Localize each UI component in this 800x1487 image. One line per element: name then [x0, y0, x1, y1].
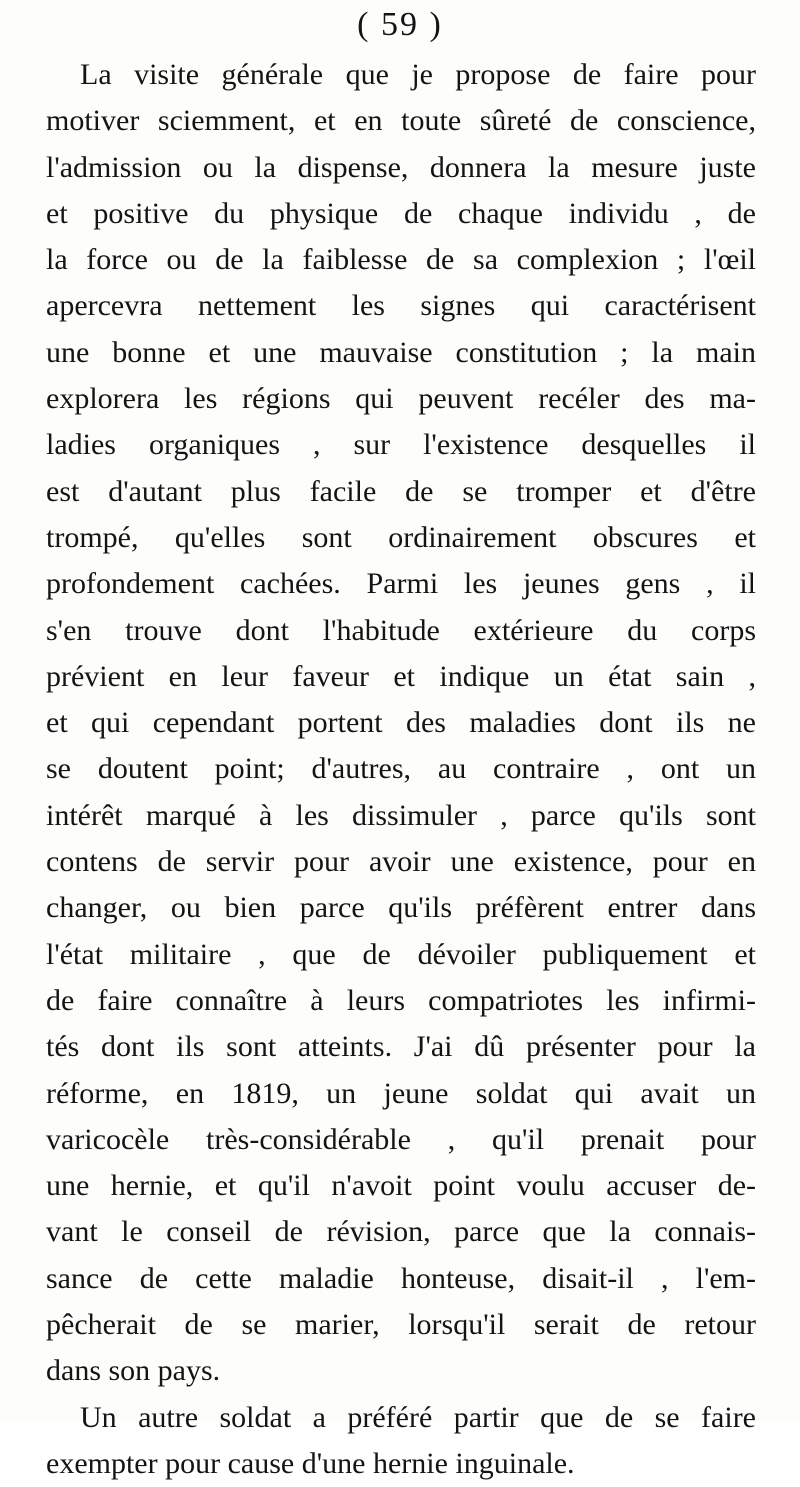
text-line: pêcherait de se marier, lorsqu'il serait de retour: [46, 1308, 756, 1342]
text-line: Un autre soldat a préféré partir que de se faire: [80, 1400, 756, 1434]
text-line: intérêt marqué à les dissimuler , parce qu'ils sont: [46, 798, 756, 832]
text-line: vant le conseil de révision, parce que la connais-: [46, 1215, 756, 1249]
text-line: explorera les régions qui peuvent recéler des ma-: [46, 382, 756, 416]
text-line: prévient en leur faveur et indique un état sain ,: [46, 659, 756, 693]
text-line: changer, ou bien parce qu'ils préfèrent entrer dans: [46, 891, 756, 925]
page-number: ( 59 ): [357, 6, 443, 43]
text-line: une bonne et une mauvaise constitution ; la main: [46, 335, 756, 369]
text-line: se doutent point; d'autres, au contraire , ont un: [46, 752, 756, 786]
text-line: une hernie, et qu'il n'avoit point voulu accuser de-: [46, 1169, 756, 1203]
text-line: contens de servir pour avoir une existence, pour en: [46, 845, 756, 879]
text-line: trompé, qu'elles sont ordinairement obscures et: [46, 520, 756, 554]
text-line: apercevra nettement les signes qui caractérisent: [46, 289, 756, 323]
text-line: l'état militaire , que de dévoiler publiquement et: [46, 937, 756, 971]
text-line: profondement cachées. Parmi les jeunes gens , il: [46, 567, 756, 601]
text-line: exempter pour cause d'une hernie inguinale.: [46, 1446, 575, 1480]
text-line: et qui cependant portent des maladies dont ils ne: [46, 706, 756, 740]
text-line: ladies organiques , sur l'existence desquelles il: [46, 428, 756, 462]
text-line: s'en trouve dont l'habitude extérieure du corps: [46, 613, 756, 647]
text-line: l'admission ou la dispense, donnera la mesure juste: [46, 150, 756, 184]
body-text: [46, 52, 756, 1487]
text-line: La visite générale que je propose de faire pour: [80, 58, 756, 91]
text-line: est d'autant plus facile de se tromper et d'être: [46, 474, 756, 508]
text-line: la force ou de la faiblesse de sa complexion ; l'œil: [46, 243, 756, 277]
text-line: dans son pays.: [46, 1354, 221, 1388]
text-line: réforme, en 1819, un jeune soldat qui avait un: [46, 1076, 756, 1110]
text-line: et positive du physique de chaque individu , de: [46, 196, 756, 230]
text-line: varicocèle très-considérable , qu'il prenait pour: [46, 1122, 756, 1156]
text-line: sance de cette maladie honteuse, disait-il , l'em-: [46, 1261, 756, 1295]
text-line: tés dont ils sont atteints. J'ai dû présenter pour la: [46, 1030, 756, 1064]
text-line: de faire connaître à leurs compatriotes les infirmi-: [46, 983, 756, 1017]
text-line: motiver sciemment, et en toute sûreté de conscience,: [46, 104, 756, 138]
